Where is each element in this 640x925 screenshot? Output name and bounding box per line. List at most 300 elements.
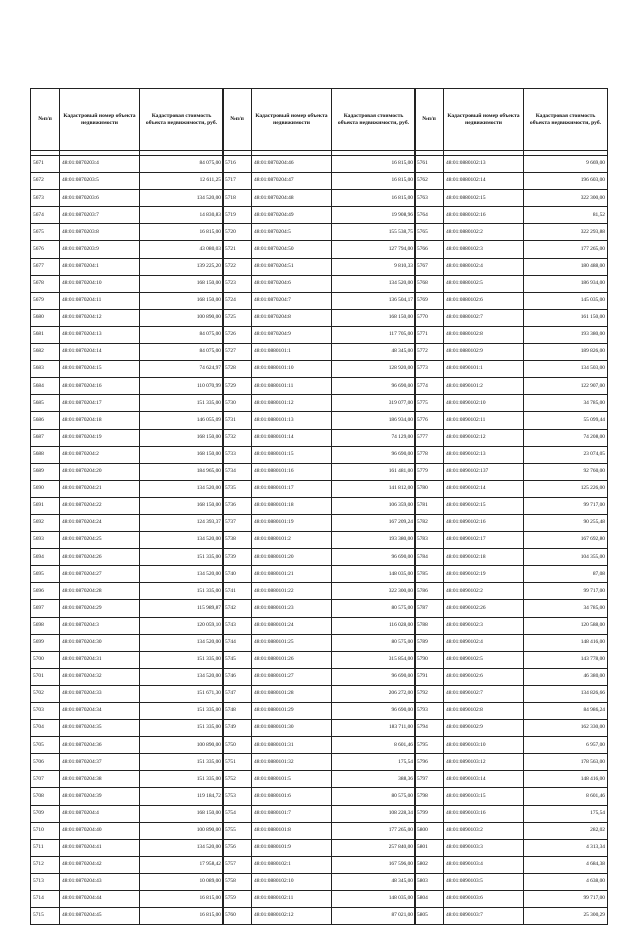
row-number-cell: 5804 xyxy=(415,891,444,908)
table-row xyxy=(223,634,416,651)
cadastral-number-cell: 48:01:0890102:7 xyxy=(444,685,524,702)
cadastral-value-cell: 8 601,46 xyxy=(524,788,608,805)
row-number-cell: 5704 xyxy=(31,720,60,737)
cadastral-number-cell: 48:01:0880101:28 xyxy=(252,685,332,702)
row-number-cell: 5676 xyxy=(31,241,60,258)
row-number-cell: 5772 xyxy=(415,344,444,361)
cadastral-value-cell: 139 225,20 xyxy=(140,258,224,275)
row-number-cell: 5732 xyxy=(223,429,252,446)
row-number-cell: 5790 xyxy=(415,651,444,668)
row-number-cell: 5792 xyxy=(415,685,444,702)
table-row xyxy=(31,292,224,309)
cadastral-value-cell: 74 129,00 xyxy=(332,429,416,446)
cadastral-number-cell: 48:01:0870204:2 xyxy=(60,446,140,463)
row-number-cell: 5780 xyxy=(415,480,444,497)
cadastral-number-cell: 48:01:0870204:39 xyxy=(60,788,140,805)
cadastral-value-cell: 122 907,00 xyxy=(524,378,608,395)
cadastral-number-cell: 48:01:0880101:2 xyxy=(252,532,332,549)
cadastral-number-cell: 48:01:0890103:2 xyxy=(444,822,524,839)
table-row xyxy=(31,275,224,292)
cadastral-number-cell: 48:01:0870204:46 xyxy=(252,156,332,173)
table-row xyxy=(223,856,416,873)
row-number-cell: 5710 xyxy=(31,822,60,839)
table-row xyxy=(223,514,416,531)
table-row xyxy=(415,292,608,309)
row-number-cell: 5696 xyxy=(31,583,60,600)
row-number-cell: 5705 xyxy=(31,737,60,754)
table-row xyxy=(31,873,224,890)
row-number-cell: 5682 xyxy=(31,344,60,361)
cadastral-value-cell: 124 393,37 xyxy=(140,514,224,531)
cadastral-number-cell: 48:01:0870204:4 xyxy=(60,805,140,822)
table-row xyxy=(223,685,416,702)
cadastral-value-cell: 148 416,00 xyxy=(524,634,608,651)
cadastral-number-cell: 48:01:0870204:44 xyxy=(60,891,140,908)
table-row xyxy=(223,309,416,326)
cadastral-value-cell: 167 209,24 xyxy=(332,514,416,531)
table-row xyxy=(223,549,416,566)
table-row xyxy=(223,788,416,805)
table-row xyxy=(223,361,416,378)
row-number-cell: 5796 xyxy=(415,754,444,771)
cadastral-value-cell: 282,02 xyxy=(524,822,608,839)
cadastral-value-cell: 120 059,10 xyxy=(140,617,224,634)
row-number-cell: 5692 xyxy=(31,514,60,531)
cadastral-number-cell: 48:01:0880101:23 xyxy=(252,600,332,617)
cadastral-number-cell: 48:01:0880101:12 xyxy=(252,395,332,412)
row-number-cell: 5708 xyxy=(31,788,60,805)
cadastral-number-cell: 48:01:0870204:6 xyxy=(252,275,332,292)
cadastral-number-cell: 48:01:0890103:12 xyxy=(444,754,524,771)
cadastral-number-cell: 48:01:0880101:5 xyxy=(252,771,332,788)
table-row xyxy=(415,600,608,617)
cadastral-number-cell: 48:01:0880102:15 xyxy=(444,190,524,207)
header-cadastral-value: Кадастровая стоимость объекта недвижимости, руб. xyxy=(524,89,608,151)
table-row xyxy=(31,822,224,839)
cadastral-number-cell: 48:01:0880101:25 xyxy=(252,634,332,651)
table-row xyxy=(223,275,416,292)
cadastral-number-cell: 48:01:0880101:7 xyxy=(252,805,332,822)
cadastral-value-cell: 193 380,00 xyxy=(524,326,608,343)
cadastral-value-cell: 96 690,00 xyxy=(332,668,416,685)
table-row xyxy=(415,566,608,583)
table-row xyxy=(223,720,416,737)
cadastral-number-cell: 48:01:0870204:24 xyxy=(60,514,140,531)
cadastral-number-cell: 48:01:0880101:30 xyxy=(252,720,332,737)
table-row xyxy=(415,703,608,720)
cadastral-number-cell: 48:01:0870204:37 xyxy=(60,754,140,771)
row-number-cell: 5758 xyxy=(223,873,252,890)
row-number-cell: 5788 xyxy=(415,617,444,634)
table-row xyxy=(31,566,224,583)
cadastral-number-cell: 48:01:0880101:26 xyxy=(252,651,332,668)
row-number-cell: 5779 xyxy=(415,463,444,480)
cadastral-number-cell: 48:01:0880102:7 xyxy=(444,309,524,326)
cadastral-value-cell: 315 854,00 xyxy=(332,651,416,668)
table-row xyxy=(415,873,608,890)
cadastral-value-cell: 155 538,75 xyxy=(332,224,416,241)
row-number-cell: 5734 xyxy=(223,463,252,480)
cadastral-number-cell: 48:01:0870204:16 xyxy=(60,378,140,395)
cadastral-value-cell: 151 335,00 xyxy=(140,549,224,566)
table-row xyxy=(415,514,608,531)
row-number-cell: 5695 xyxy=(31,566,60,583)
row-number-cell: 5771 xyxy=(415,326,444,343)
table-row xyxy=(415,634,608,651)
cadastral-number-cell: 48:01:0890102:26 xyxy=(444,600,524,617)
table-row xyxy=(31,856,224,873)
cadastral-number-cell: 48:01:0880101:19 xyxy=(252,514,332,531)
cadastral-number-cell: 48:01:0870204:15 xyxy=(60,361,140,378)
cadastral-number-cell: 48:01:0880102:12 xyxy=(252,908,332,925)
table-row xyxy=(223,566,416,583)
row-number-cell: 5741 xyxy=(223,583,252,600)
row-number-cell: 5713 xyxy=(31,873,60,890)
row-number-cell: 5799 xyxy=(415,805,444,822)
cadastral-number-cell: 48:01:0880102:13 xyxy=(444,156,524,173)
cadastral-number-cell: 48:01:0870203:7 xyxy=(60,207,140,224)
table-row xyxy=(223,429,416,446)
row-number-cell: 5798 xyxy=(415,788,444,805)
table-row xyxy=(415,241,608,258)
cadastral-value-cell: 115 989,87 xyxy=(140,600,224,617)
cadastral-value-cell: 8 601,46 xyxy=(332,737,416,754)
row-number-cell: 5722 xyxy=(223,258,252,275)
cadastral-number-cell: 48:01:0870203:6 xyxy=(60,190,140,207)
cadastral-number-cell: 48:01:0890102:6 xyxy=(444,668,524,685)
cadastral-number-cell: 48:01:0870204:47 xyxy=(252,173,332,190)
row-number-cell: 5740 xyxy=(223,566,252,583)
table-row xyxy=(415,583,608,600)
row-number-cell: 5680 xyxy=(31,309,60,326)
table-row xyxy=(31,446,224,463)
table-row xyxy=(31,634,224,651)
row-number-cell: 5685 xyxy=(31,395,60,412)
cadastral-value-cell: 322 300,00 xyxy=(332,583,416,600)
row-number-cell: 5802 xyxy=(415,856,444,873)
cadastral-value-cell: 16 815,00 xyxy=(140,224,224,241)
cadastral-value-cell: 134 520,00 xyxy=(140,839,224,856)
cadastral-number-cell: 48:01:0870204:26 xyxy=(60,549,140,566)
table-row xyxy=(415,497,608,514)
cadastral-value-cell: 84 075,00 xyxy=(140,326,224,343)
row-number-cell: 5757 xyxy=(223,856,252,873)
row-number-cell: 5737 xyxy=(223,514,252,531)
cadastral-value-cell: 148 035,00 xyxy=(332,566,416,583)
cadastral-value-cell: 100 890,00 xyxy=(140,822,224,839)
table-row xyxy=(31,344,224,361)
row-number-cell: 5782 xyxy=(415,514,444,531)
cadastral-number-cell: 48:01:0890102:15 xyxy=(444,497,524,514)
row-number-cell: 5694 xyxy=(31,549,60,566)
table-row xyxy=(415,685,608,702)
row-number-cell: 5690 xyxy=(31,480,60,497)
cadastral-value-cell: 168 150,00 xyxy=(140,805,224,822)
row-number-cell: 5747 xyxy=(223,685,252,702)
cadastral-number-cell: 48:01:0890103:3 xyxy=(444,839,524,856)
header-cadastral-number: Кадастровый номер объекта недвижимости xyxy=(252,89,332,151)
cadastral-value-cell: 177 265,00 xyxy=(332,822,416,839)
table-header-row xyxy=(223,89,416,151)
table-row xyxy=(415,156,608,173)
cadastral-number-cell: 48:01:0870204:31 xyxy=(60,651,140,668)
table-row xyxy=(31,600,224,617)
table-row xyxy=(415,412,608,429)
cadastral-value-cell: 16 815,00 xyxy=(140,908,224,925)
cadastral-value-cell: 80 575,00 xyxy=(332,600,416,617)
cadastral-number-cell: 48:01:0870204:27 xyxy=(60,566,140,583)
table-row xyxy=(223,344,416,361)
table-row xyxy=(415,463,608,480)
row-number-cell: 5725 xyxy=(223,309,252,326)
cadastral-value-cell: 322 293,88 xyxy=(524,224,608,241)
table-row xyxy=(415,258,608,275)
row-number-cell: 5727 xyxy=(223,344,252,361)
cadastral-value-cell: 186 934,00 xyxy=(524,275,608,292)
cadastral-value-cell: 162 330,00 xyxy=(524,720,608,737)
table-row xyxy=(31,703,224,720)
cadastral-value-cell: 168 150,00 xyxy=(140,275,224,292)
table-row xyxy=(223,378,416,395)
row-number-cell: 5760 xyxy=(223,908,252,925)
table-row xyxy=(415,771,608,788)
cadastral-value-cell: 100 890,00 xyxy=(140,309,224,326)
cadastral-value-cell: 148 035,00 xyxy=(332,891,416,908)
table-row xyxy=(31,805,224,822)
table-row xyxy=(223,805,416,822)
cadastral-value-cell: 12 611,25 xyxy=(140,173,224,190)
cadastral-number-cell: 48:01:0890102:4 xyxy=(444,634,524,651)
cadastral-value-cell: 151 335,00 xyxy=(140,703,224,720)
cadastral-value-cell: 48 345,00 xyxy=(332,873,416,890)
cadastral-value-cell: 128 920,00 xyxy=(332,361,416,378)
cadastral-number-cell: 48:01:0870204:13 xyxy=(60,326,140,343)
cadastral-number-cell: 48:01:0870204:49 xyxy=(252,207,332,224)
cadastral-number-cell: 48:01:0880102:14 xyxy=(444,173,524,190)
table-row xyxy=(223,651,416,668)
cadastral-number-cell: 48:01:0880102:4 xyxy=(444,258,524,275)
table-row xyxy=(31,788,224,805)
row-number-cell: 5778 xyxy=(415,446,444,463)
row-number-cell: 5774 xyxy=(415,378,444,395)
cadastral-number-cell: 48:01:0870204:11 xyxy=(60,292,140,309)
cadastral-number-cell: 48:01:0880101:31 xyxy=(252,737,332,754)
cadastral-number-cell: 48:01:0890102:11 xyxy=(444,412,524,429)
cadastral-number-cell: 48:01:0890102:14 xyxy=(444,480,524,497)
row-number-cell: 5718 xyxy=(223,190,252,207)
cadastral-number-cell: 48:01:0870204:51 xyxy=(252,258,332,275)
cadastral-number-cell: 48:01:0890102:12 xyxy=(444,429,524,446)
table-row xyxy=(223,822,416,839)
cadastral-number-cell: 48:01:0870204:38 xyxy=(60,771,140,788)
cadastral-number-cell: 48:01:0890102:10 xyxy=(444,395,524,412)
table-header-row xyxy=(31,89,224,151)
cadastral-number-cell: 48:01:0890103:10 xyxy=(444,737,524,754)
cadastral-number-cell: 48:01:0880101:11 xyxy=(252,378,332,395)
table-row xyxy=(415,224,608,241)
table-row xyxy=(31,412,224,429)
row-number-cell: 5689 xyxy=(31,463,60,480)
cadastral-number-cell: 48:01:0880102:11 xyxy=(252,891,332,908)
cadastral-value-cell: 34 785,00 xyxy=(524,600,608,617)
cadastral-number-cell: 48:01:0890103:4 xyxy=(444,856,524,873)
cadastral-value-cell: 100 890,00 xyxy=(140,737,224,754)
cadastral-value-cell: 23 074,05 xyxy=(524,446,608,463)
row-number-cell: 5770 xyxy=(415,309,444,326)
cadastral-value-cell: 110 070,99 xyxy=(140,378,224,395)
cadastral-value-cell: 148 416,00 xyxy=(524,771,608,788)
row-number-cell: 5678 xyxy=(31,275,60,292)
cadastral-number-cell: 48:01:0880102:2 xyxy=(444,224,524,241)
cadastral-number-cell: 48:01:0890103:15 xyxy=(444,788,524,805)
cadastral-value-cell: 4 638,00 xyxy=(524,873,608,890)
cadastral-value-cell: 175,54 xyxy=(524,805,608,822)
row-number-cell: 5759 xyxy=(223,891,252,908)
cadastral-number-cell: 48:01:0870204:34 xyxy=(60,703,140,720)
cadastral-number-cell: 48:01:0870204:8 xyxy=(252,309,332,326)
cadastral-number-cell: 48:01:0880101:8 xyxy=(252,822,332,839)
row-number-cell: 5688 xyxy=(31,446,60,463)
table-row xyxy=(223,480,416,497)
cadastral-value-cell: 96 690,00 xyxy=(332,703,416,720)
cadastral-value-cell: 189 826,00 xyxy=(524,344,608,361)
row-number-cell: 5700 xyxy=(31,651,60,668)
table-row xyxy=(415,207,608,224)
cadastral-value-cell: 134 503,00 xyxy=(524,361,608,378)
cadastral-value-cell: 168 150,00 xyxy=(140,497,224,514)
row-number-cell: 5738 xyxy=(223,532,252,549)
table-row xyxy=(31,207,224,224)
row-number-cell: 5719 xyxy=(223,207,252,224)
table-row xyxy=(415,668,608,685)
cadastral-number-cell: 48:01:0870203:9 xyxy=(60,241,140,258)
cadastral-number-cell: 48:01:0890102:2 xyxy=(444,583,524,600)
row-number-cell: 5721 xyxy=(223,241,252,258)
cadastral-number-cell: 48:01:0890101:2 xyxy=(444,378,524,395)
row-number-cell: 5765 xyxy=(415,224,444,241)
row-number-cell: 5797 xyxy=(415,771,444,788)
cadastral-value-cell: 81,52 xyxy=(524,207,608,224)
cadastral-value-cell: 16 815,00 xyxy=(332,156,416,173)
table-row xyxy=(415,908,608,925)
cadastral-value-cell: 127 794,00 xyxy=(332,241,416,258)
cadastral-number-cell: 48:01:0890102:137 xyxy=(444,463,524,480)
table-row xyxy=(31,583,224,600)
cadastral-value-cell: 90 255,48 xyxy=(524,514,608,531)
cadastral-value-cell: 108 228,34 xyxy=(332,805,416,822)
row-number-cell: 5751 xyxy=(223,754,252,771)
table-row xyxy=(31,771,224,788)
table-row xyxy=(223,446,416,463)
cadastral-value-cell: 136 504,17 xyxy=(332,292,416,309)
cadastral-value-cell: 151 335,00 xyxy=(140,395,224,412)
cadastral-value-cell: 322 300,00 xyxy=(524,190,608,207)
cadastral-value-cell: 134 520,00 xyxy=(140,566,224,583)
cadastral-value-cell: 104 355,00 xyxy=(524,549,608,566)
table-row xyxy=(31,549,224,566)
cadastral-number-cell: 48:01:0870204:40 xyxy=(60,822,140,839)
cadastral-value-cell: 161 150,00 xyxy=(524,309,608,326)
cadastral-value-cell: 319 077,00 xyxy=(332,395,416,412)
cadastral-value-cell: 96 690,00 xyxy=(332,378,416,395)
cadastral-number-cell: 48:01:0880102:8 xyxy=(444,326,524,343)
cadastral-value-cell: 134 520,00 xyxy=(140,668,224,685)
row-number-cell: 5691 xyxy=(31,497,60,514)
table-row xyxy=(31,617,224,634)
cadastral-number-cell: 48:01:0890103:6 xyxy=(444,891,524,908)
row-number-cell: 5756 xyxy=(223,839,252,856)
cadastral-value-cell: 151 671,30 xyxy=(140,685,224,702)
table-row xyxy=(415,275,608,292)
cadastral-number-cell: 48:01:0890103:14 xyxy=(444,771,524,788)
row-number-cell: 5716 xyxy=(223,156,252,173)
row-number-cell: 5776 xyxy=(415,412,444,429)
row-number-cell: 5783 xyxy=(415,532,444,549)
cadastral-value-cell: 143 778,00 xyxy=(524,651,608,668)
cadastral-number-cell: 48:01:0890101:1 xyxy=(444,361,524,378)
cadastral-value-cell: 180 488,00 xyxy=(524,258,608,275)
cadastral-number-cell: 48:01:0890102:9 xyxy=(444,720,524,737)
row-number-cell: 5735 xyxy=(223,480,252,497)
cadastral-value-cell: 87 021,00 xyxy=(332,908,416,925)
cadastral-value-cell: 257 840,00 xyxy=(332,839,416,856)
table-row xyxy=(31,737,224,754)
cadastral-number-cell: 48:01:0880101:10 xyxy=(252,361,332,378)
cadastral-value-cell: 146 055,09 xyxy=(140,412,224,429)
row-number-cell: 5805 xyxy=(415,908,444,925)
table-row xyxy=(415,822,608,839)
row-number-cell: 5743 xyxy=(223,617,252,634)
cadastral-number-cell: 48:01:0880102:6 xyxy=(444,292,524,309)
cadastral-value-cell: 151 335,00 xyxy=(140,754,224,771)
table-row xyxy=(415,549,608,566)
row-number-cell: 5787 xyxy=(415,600,444,617)
cadastral-number-cell: 48:01:0870204:22 xyxy=(60,497,140,514)
cadastral-number-cell: 48:01:0870204:18 xyxy=(60,412,140,429)
header-num: №п/п xyxy=(415,89,444,151)
cadastral-table-1 xyxy=(30,88,224,925)
row-number-cell: 5762 xyxy=(415,173,444,190)
table-row xyxy=(223,497,416,514)
row-number-cell: 5766 xyxy=(415,241,444,258)
table-row xyxy=(31,378,224,395)
row-number-cell: 5764 xyxy=(415,207,444,224)
cadastral-value-cell: 151 335,00 xyxy=(140,720,224,737)
table-row xyxy=(31,754,224,771)
cadastral-number-cell: 48:01:0870204:5 xyxy=(252,224,332,241)
row-number-cell: 5730 xyxy=(223,395,252,412)
cadastral-value-cell: 19 908,96 xyxy=(332,207,416,224)
table-row xyxy=(31,190,224,207)
cadastral-number-cell: 48:01:0870204:30 xyxy=(60,634,140,651)
cadastral-number-cell: 48:01:0870204:43 xyxy=(60,873,140,890)
cadastral-value-cell: 92 760,00 xyxy=(524,463,608,480)
cadastral-value-cell: 14 830,83 xyxy=(140,207,224,224)
cadastral-value-cell: 99 717,00 xyxy=(524,891,608,908)
cadastral-number-cell: 48:01:0890102:16 xyxy=(444,514,524,531)
cadastral-number-cell: 48:01:0870203:8 xyxy=(60,224,140,241)
cadastral-value-cell: 55 099,44 xyxy=(524,412,608,429)
row-number-cell: 5673 xyxy=(31,190,60,207)
row-number-cell: 5709 xyxy=(31,805,60,822)
row-number-cell: 5729 xyxy=(223,378,252,395)
table-row xyxy=(415,788,608,805)
row-number-cell: 5671 xyxy=(31,156,60,173)
cadastral-number-cell: 48:01:0880101:27 xyxy=(252,668,332,685)
table-row xyxy=(415,532,608,549)
row-number-cell: 5706 xyxy=(31,754,60,771)
table-row xyxy=(223,771,416,788)
